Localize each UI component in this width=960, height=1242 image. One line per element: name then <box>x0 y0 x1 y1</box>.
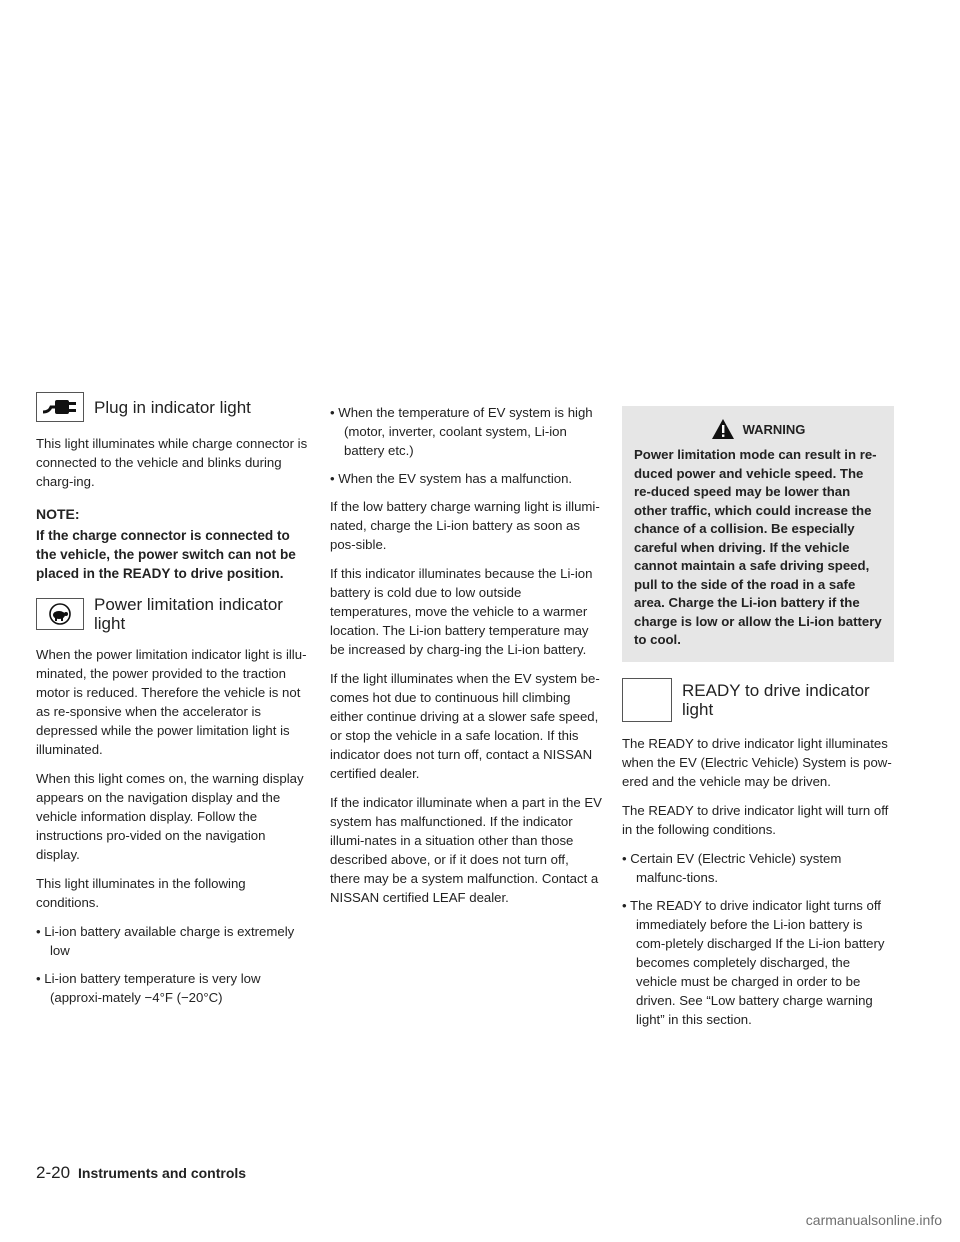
page-number: 2-20 <box>36 1163 71 1182</box>
column-3 <box>622 406 894 1038</box>
power-paragraph: This light illuminates in the following conditions. <box>36 876 246 910</box>
warning-text: Power limitation mode can result in re-duced power and vehicle speed. The re-duced speed may be lower than other traffic, which could increase the chance of a collision. Be especially careful when driving. If the vehicle cannot maintain a safe driving speed, pull to the side of the road in a safe area. Charge the Li-ion battery if the charge is low or allow the Li-ion battery to cool. <box>634 447 882 647</box>
power-paragraph: When this light comes on, the warning display appears on the navigation display and the vehicle information display. Follow the instructions pro-vided on the navigation display. <box>36 771 304 862</box>
ready-bullet: • The READY to drive indicator light turns off immediately before the Li-ion battery is com-pletely discharged If the Li-ion battery becomes completely discharged, the vehicle must be charged in order to be driven. See “Low battery charge warning light” in this section. <box>622 897 885 1027</box>
plug-section-header <box>36 392 308 422</box>
power-bullet: • Li-ion battery temperature is very low (approxi-mately −4°F (−20°C) <box>36 971 261 1005</box>
column2-paragraph: If this indicator illuminates because the Li-ion battery is cold due to low outside temperatures, move the vehicle to a warmer location. The Li-ion battery temperature may be increased by charg-ing the Li-ion battery. <box>330 566 593 657</box>
column2-paragraph: If the low battery charge warning light is illumi-nated, charge the Li-ion battery as soon as pos-sible. <box>330 499 600 552</box>
power-bullet: • Li-ion battery available charge is extremely low <box>36 924 295 958</box>
turtle-icon <box>36 598 84 630</box>
ready-indicator-icon <box>622 678 672 722</box>
plug-icon <box>36 392 84 422</box>
condition-bullet: • When the temperature of EV system is high (motor, inverter, coolant system, Li-ion battery etc.) <box>330 405 593 458</box>
power-section-title: Power limitation indicator light <box>94 595 283 633</box>
column2-paragraph: If the indicator illuminate when a part in the EV system has malfunctioned. If the indicator illumi-nates in a situation other than those described above, or if it does not turn off, there may be a system malfunction. Contact a NISSAN certified LEAF dealer. <box>330 795 602 905</box>
warning-triangle-icon <box>711 418 735 440</box>
column-1 <box>36 392 308 1016</box>
ready-section-header <box>622 678 894 722</box>
plug-section-body: This light illuminates while charge connector is connected to the vehicle and blinks during charg-ing. <box>36 436 308 489</box>
note-text: If the charge connector is connected to the vehicle, the power switch can not be placed in the READY to drive position. <box>36 528 296 581</box>
watermark: carmanualsonline.info <box>805 1212 942 1228</box>
ready-paragraph: The READY to drive indicator light illuminates when the EV (Electric Vehicle) System is pow-ered and the vehicle may be driven. <box>622 735 892 789</box>
warning-box <box>622 406 894 662</box>
ready-section-title: READY to drive indicator light <box>682 680 870 719</box>
column2-paragraph: If the light illuminates when the EV system be-comes hot due to continuous hill climbing either continue driving at a slower safe speed, or stop the vehicle in a safe location. If this indicator does not turn off, contact a NISSAN certified dealer. <box>330 671 600 781</box>
warning-header <box>634 418 882 440</box>
warning-label: WARNING <box>742 421 806 437</box>
condition-bullet: • When the EV system has a malfunction. <box>330 471 573 486</box>
note-label: NOTE: <box>36 506 80 522</box>
ready-bullet: • Certain EV (Electric Vehicle) system malfunc-tions. <box>622 850 842 885</box>
column-2 <box>330 403 602 917</box>
plug-section-title: Plug in indicator light <box>94 397 251 417</box>
power-paragraph: When the power limitation indicator light is illu-minated, the power provided to the traction motor is reduced. Therefore the vehicle is not as re-sponsive when the accelerator is depressed while the power limitation light is illuminated. <box>36 647 307 757</box>
section-name: Instruments and controls <box>78 1165 247 1181</box>
power-section-header <box>36 595 308 633</box>
page-footer <box>36 1163 246 1183</box>
ready-paragraph: The READY to drive indicator light will turn off in the following conditions. <box>622 802 889 837</box>
